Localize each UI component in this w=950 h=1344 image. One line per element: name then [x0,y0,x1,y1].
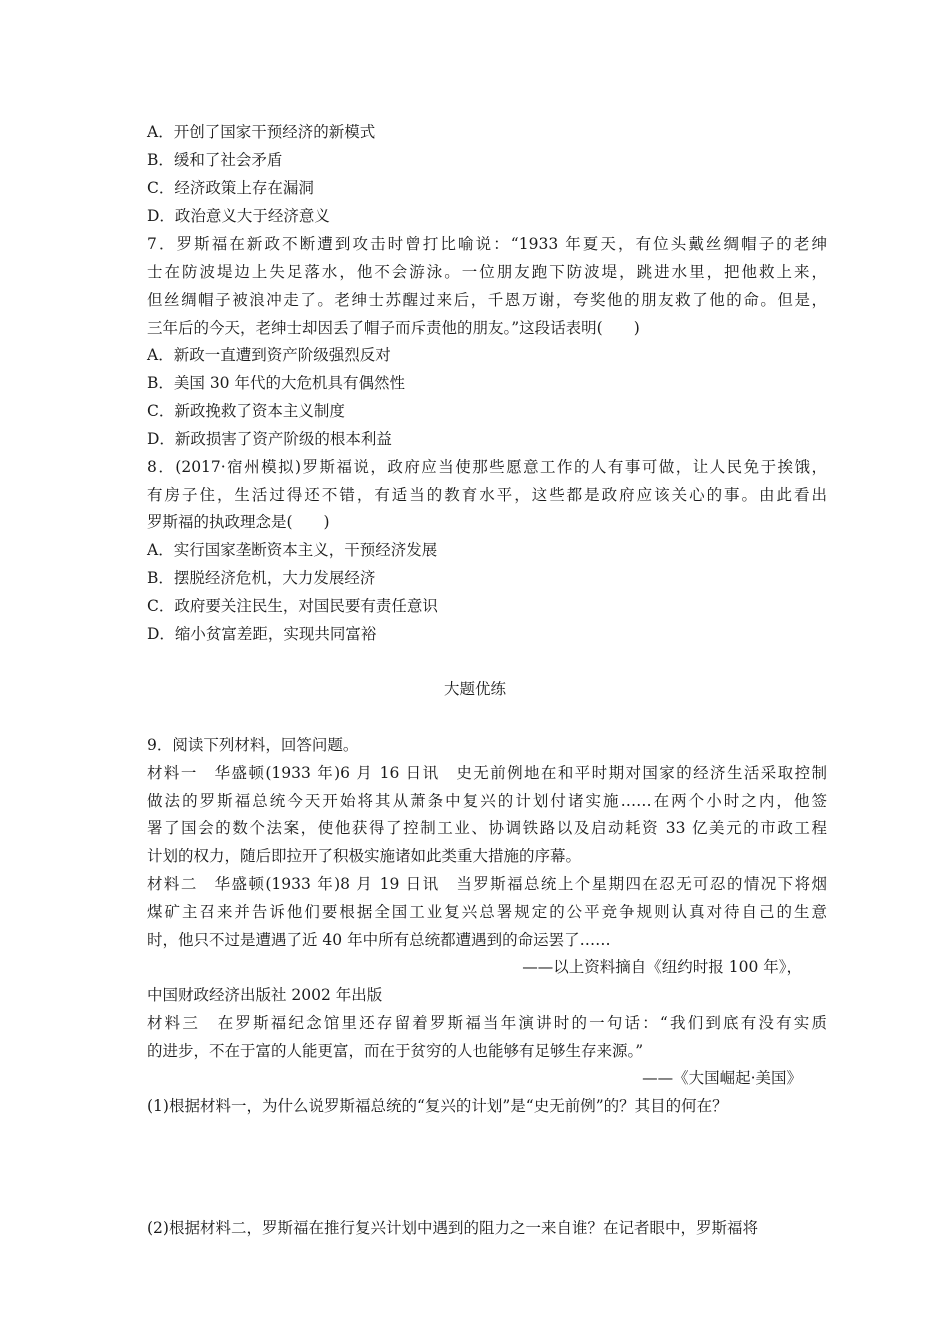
q8-stem-line: 罗斯福的执政理念是( ) [147,513,330,531]
q9-source-attribution: ——《大国崛起·美国》 [642,1069,802,1087]
q7-option-d: D．新政损害了资产阶级的根本利益 [147,430,392,448]
q7-option-b: B．美国 30 年代的大危机具有偶然性 [147,374,405,392]
q7-stem-line: 三年后的今天，老绅士却因丢了帽子而斥责他的朋友。”这段话表明( ) [147,319,640,337]
q6-option-c: C．经济政策上存在漏洞 [147,179,314,197]
q8-option-a: A．实行国家垄断资本主义，干预经济发展 [147,541,438,559]
q8-stem-line: 8．(2017·宿州模拟)罗斯福说，政府应当使那些愿意工作的人有事可做，让人民免于挨饿， [147,458,827,476]
q9-source-attribution: ——以上资料摘自《纽约时报 100 年》， [522,958,802,976]
q6-option-a: A．开创了国家干预经济的新模式 [147,123,376,141]
section-title: 大题优练 [443,680,506,698]
q9-subquestion-2: (2)根据材料二，罗斯福在推行复兴计划中遇到的阻力之一来自谁？在记者眼中，罗斯福将 [147,1219,758,1237]
q9-material-one-line: 计划的权力，随后即拉开了积极实施诸如此类重大措施的序幕。 [147,847,582,865]
q9-material-one-line: 材料一 华盛顿(1933 年)6 月 16 日讯 史无前例地在和平时期对国家的经济生活采取控制 [147,764,827,782]
q9-material-one-line: 做法的罗斯福总统今天开始将其从萧条中复兴的计划付诸实施……在两个小时之内，他签 [147,792,827,810]
q7-stem-line: 但丝绸帽子被浪冲走了。老绅士苏醒过来后，千恩万谢，夸奖他的朋友救了他的命。但是， [147,291,827,309]
q7-option-a: A．新政一直遭到资产阶级强烈反对 [147,346,391,364]
q9-subquestion-1: (1)根据材料一，为什么说罗斯福总统的“复兴的计划”是“史无前例”的？其目的何在？ [147,1097,728,1115]
q9-source-publisher: 中国财政经济出版社 2002 年出版 [147,986,383,1004]
q8-option-b: B．摆脱经济危机，大力发展经济 [147,569,376,587]
q6-option-d: D．政治意义大于经济意义 [147,207,330,225]
q9-material-two-line: 时，他只不过是遭遇了近 40 年中所有总统都遭遇到的命运罢了…… [147,931,611,949]
q7-stem-line: 士在防波堤边上失足落水，他不会游泳。一位朋友跑下防波堤，跳进水里，把他救上来， [147,263,827,281]
q9-intro: 9．阅读下列材料，回答问题。 [147,736,359,754]
q8-option-c: C．政府要关注民生，对国民要有责任意识 [147,597,438,615]
q9-material-two-line: 煤矿主召来并告诉他们要根据全国工业复兴总署规定的公平竞争规则认真对待自己的生意 [147,903,827,921]
q6-option-b: B．缓和了社会矛盾 [147,151,283,169]
q8-stem-line: 有房子住，生活过得还不错，有适当的教育水平，这些都是政府应该关心的事。由此看出 [147,486,827,504]
q7-stem-line: 7．罗斯福在新政不断遭到攻击时曾打比喻说：“1933 年夏天，有位头戴丝绸帽子的老绅 [147,235,827,253]
q9-material-three-line: 的进步，不在于富的人能更富，而在于贫穷的人也能够有足够生存来源。” [147,1042,644,1060]
q9-material-two-line: 材料二 华盛顿(1933 年)8 月 19 日讯 当罗斯福总统上个星期四在忍无可忍的情况下将烟 [147,875,827,893]
q9-material-one-line: 署了国会的数个法案，使他获得了控制工业、协调铁路以及启动耗资 33 亿美元的市政工程 [147,819,827,837]
q8-option-d: D．缩小贫富差距，实现共同富裕 [147,625,377,643]
q9-material-three-line: 材料三 在罗斯福纪念馆里还存留着罗斯福当年演讲时的一句话：“我们到底有没有实质 [147,1014,827,1032]
q7-option-c: C．新政挽救了资本主义制度 [147,402,345,420]
